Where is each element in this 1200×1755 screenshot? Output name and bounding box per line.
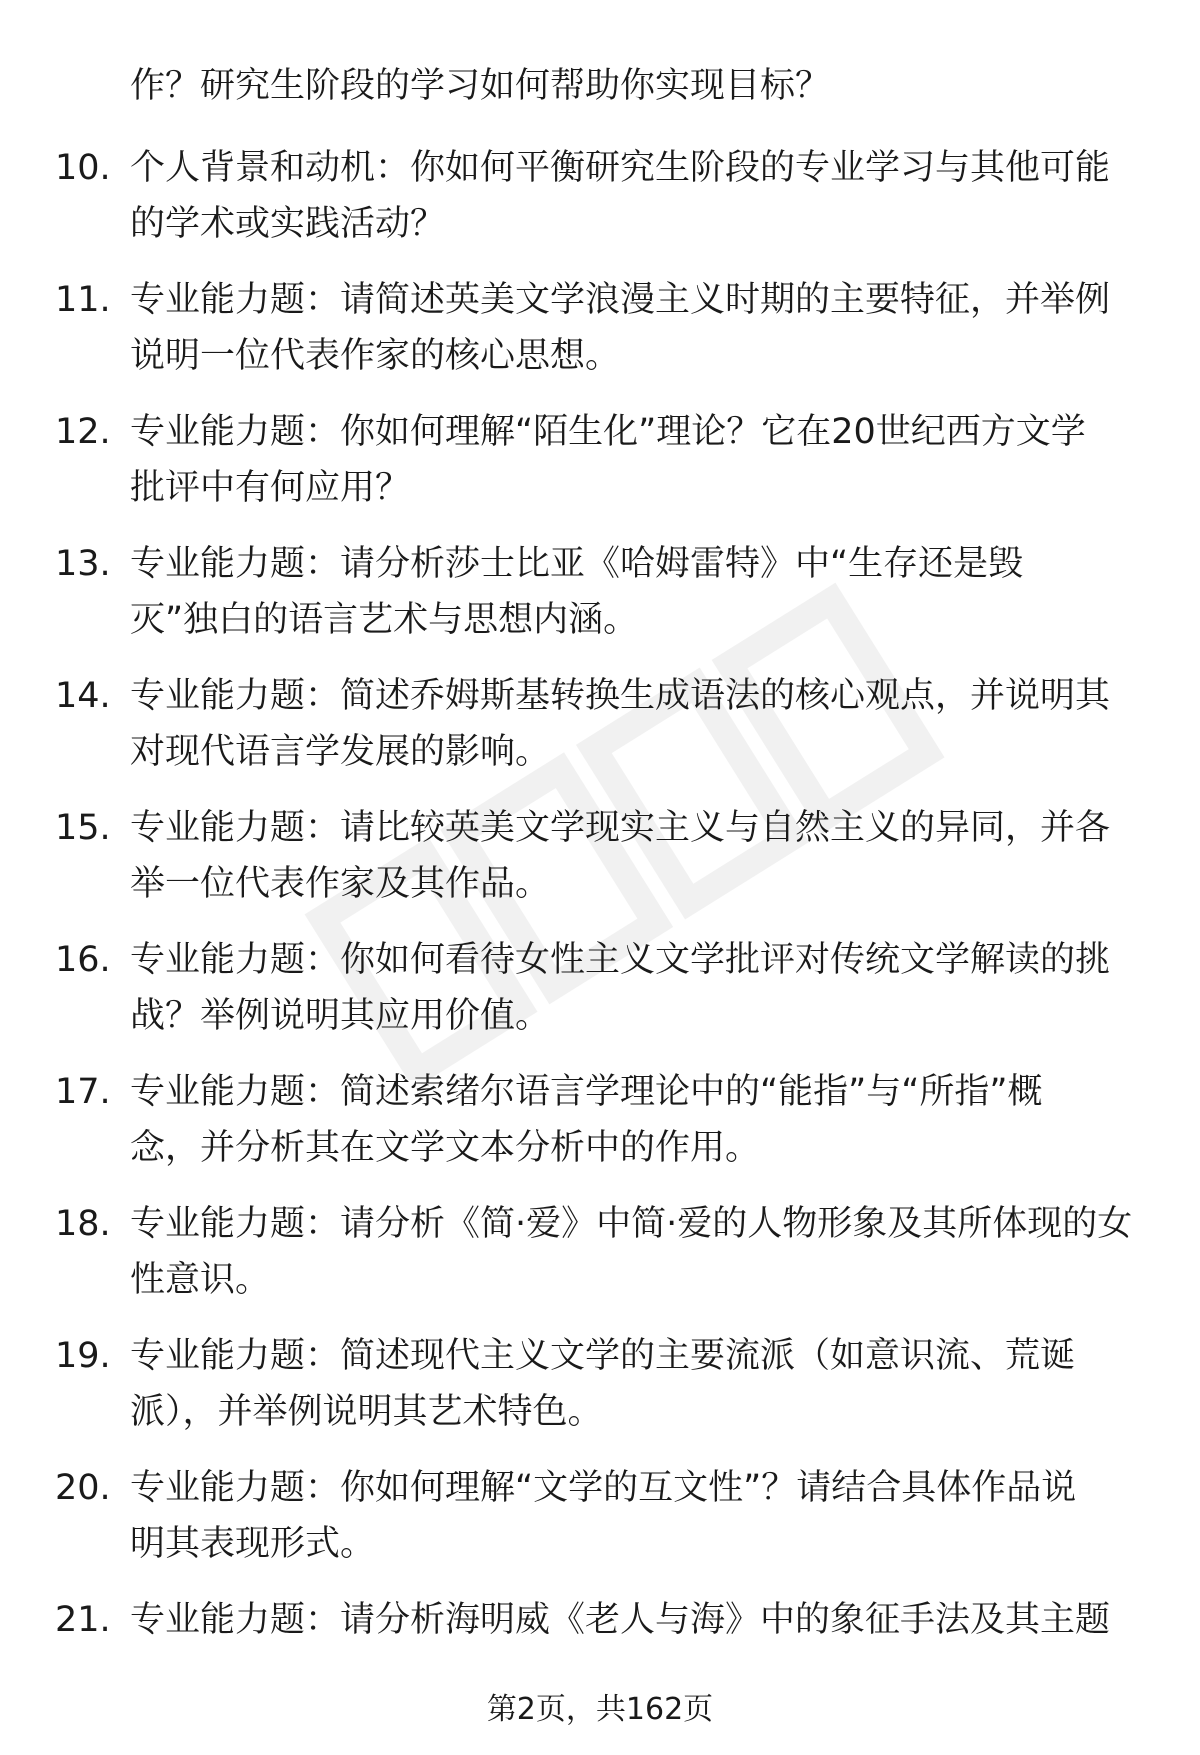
list-item [0,536,1200,668]
list-item [0,1196,1200,1328]
continuation-text: 作？研究生阶段的学习如何帮助你实现目标？ [130,66,831,106]
question-text-line: 说明一位代表作家的核心思想。 [130,336,621,376]
question-number: 19. [55,1336,111,1376]
question-number: 11. [55,280,111,320]
question-text-line: 个人背景和动机：你如何平衡研究生阶段的专业学习与其他可能 [130,148,1111,188]
question-number: 14. [55,676,111,716]
question-text-line: 对现代语言学发展的影响。 [130,732,551,772]
question-number: 21. [55,1600,111,1640]
question-text-line: 专业能力题：请分析《简·爱》中简·爱的人物形象及其所体现的女 [130,1204,1133,1244]
question-text-line: 明其表现形式。 [130,1524,376,1564]
question-number: 18. [55,1204,111,1244]
list-item [0,1328,1200,1460]
question-list [0,140,1200,1724]
list-item [0,1460,1200,1592]
list-item [0,668,1200,800]
question-number: 15. [55,808,111,848]
question-text-line: 专业能力题：简述索绪尔语言学理论中的“能指”与“所指”概 [130,1072,1043,1112]
question-text-line: 专业能力题：你如何理解“陌生化”理论？它在20世纪西方文学 [130,412,1086,452]
question-text-line: 派），并举例说明其艺术特色。 [130,1392,603,1432]
list-item [0,272,1200,404]
question-number: 20. [55,1468,111,1508]
question-text-line: 专业能力题：简述乔姆斯基转换生成语法的核心观点，并说明其 [130,676,1111,716]
question-text-line: 专业能力题：你如何理解“文学的互文性”？请结合具体作品说 [130,1468,1077,1508]
list-item [0,404,1200,536]
question-number: 13. [55,544,111,584]
question-text-line: 性意识。 [130,1260,271,1300]
question-text-line: 专业能力题：简述现代主义文学的主要流派（如意识流、荒诞 [130,1336,1076,1376]
question-text-line: 战？举例说明其应用价值。 [130,996,551,1036]
question-number: 17. [55,1072,111,1112]
question-text-line: 专业能力题：请分析海明威《老人与海》中的象征手法及其主题 [130,1600,1111,1640]
question-text-line: 灭”独白的语言艺术与思想内涵。 [130,600,639,640]
question-text-line: 举一位代表作家及其作品。 [130,864,551,904]
list-item [0,140,1200,272]
list-item [0,932,1200,1064]
question-number: 12. [55,412,111,452]
question-text-line: 专业能力题：你如何看待女性主义文学批评对传统文学解读的挑 [130,940,1111,980]
question-text-line: 念，并分析其在文学文本分析中的作用。 [130,1128,761,1168]
list-item [0,1064,1200,1196]
question-text-line: 专业能力题：请简述英美文学浪漫主义时期的主要特征，并举例 [130,280,1111,320]
question-text-line: 批评中有何应用？ [130,468,411,508]
page-footer: 第2页，共162页 [486,1692,714,1727]
question-text-line: 的学术或实践活动？ [130,204,446,244]
question-text-line: 专业能力题：请比较英美文学现实主义与自然主义的异同，并各 [130,808,1111,848]
list-item [0,800,1200,932]
question-text-line: 专业能力题：请分析莎士比亚《哈姆雷特》中“生存还是毁 [130,544,1024,584]
question-number: 16. [55,940,111,980]
question-number: 10. [55,148,111,188]
